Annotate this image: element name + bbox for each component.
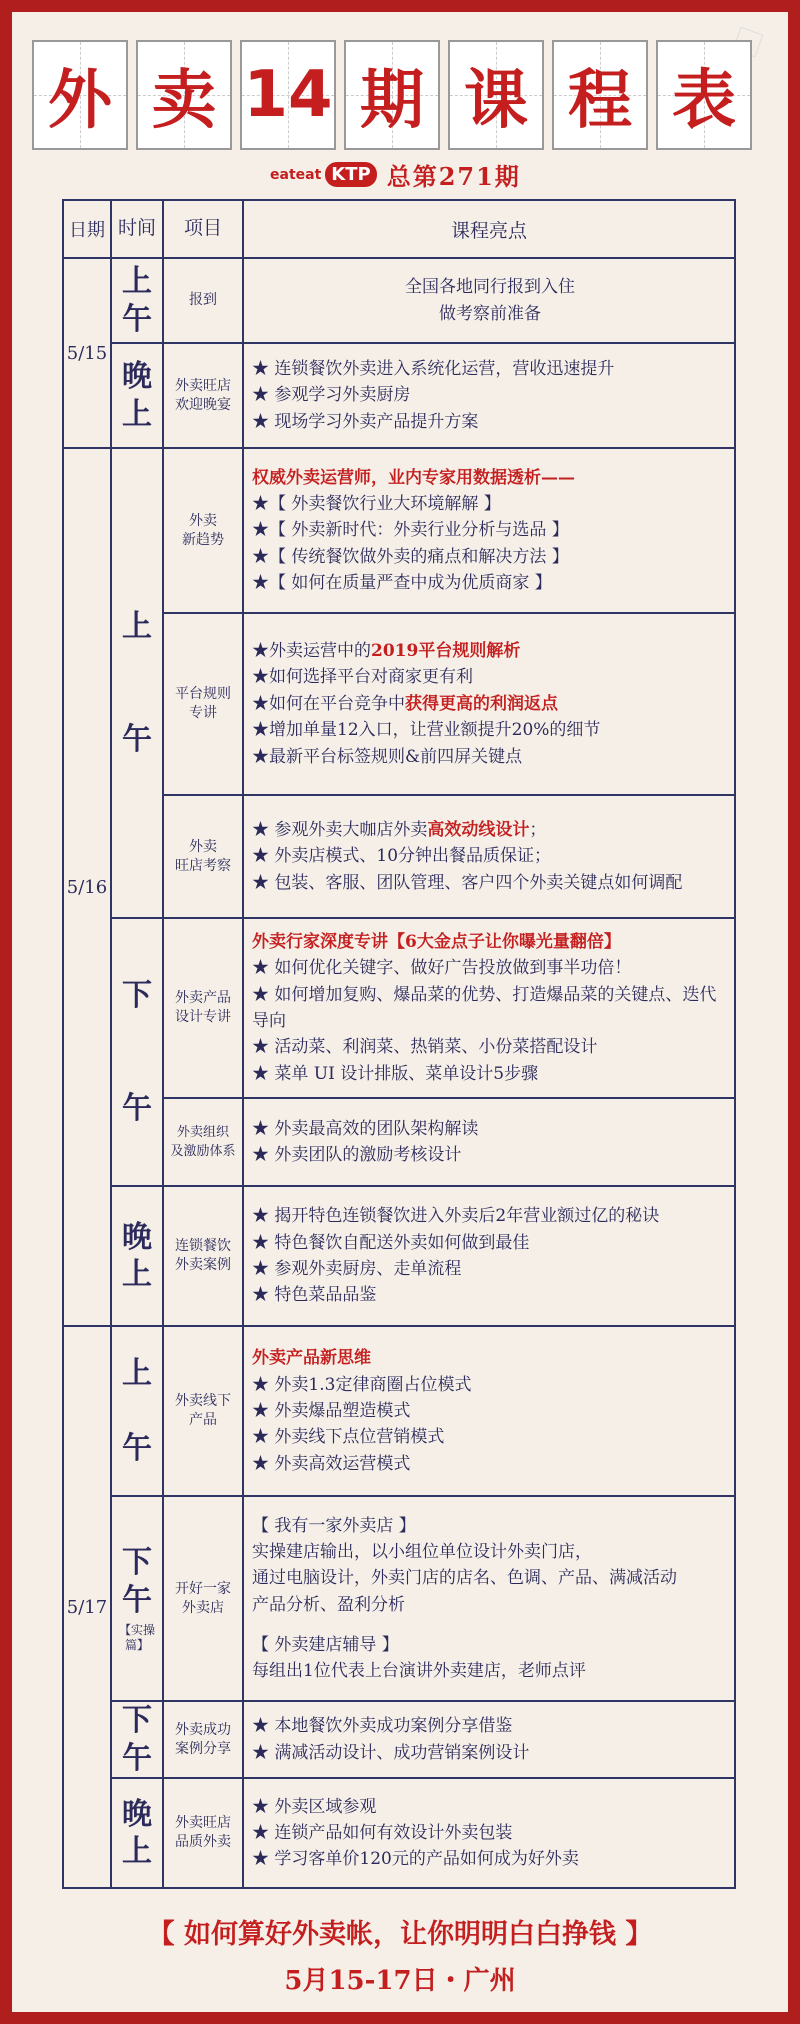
time-cell — [111, 1496, 163, 1701]
table-row — [63, 795, 735, 918]
title-cell — [344, 40, 440, 150]
table-row — [63, 1098, 735, 1186]
content-line: ★ 如何优化关键字、做好广告投放做到事半功倍！ — [252, 958, 632, 979]
eateat-logo: eateat — [270, 166, 322, 183]
table-row — [63, 258, 735, 343]
content-line: 【 外卖建店辅导 】 — [252, 1634, 399, 1655]
table-row — [63, 918, 735, 1098]
schedule-table — [62, 199, 736, 1889]
time-label: 晚 上 — [122, 1796, 152, 1870]
time-cell — [111, 258, 163, 343]
content-line: ★ 外卖爆品塑造模式 — [252, 1400, 411, 1421]
item-cell — [163, 1186, 243, 1326]
content-line: ★ 包装、客服、团队管理、客户四个外卖关键点如何调配 — [252, 872, 683, 893]
content-line: ★ 外卖店模式、10分钟出餐品质保证； — [252, 846, 552, 867]
title-char: 课 — [464, 64, 528, 138]
footer-slogan: 【 如何算好外卖帐，让你明明白白挣钱 】 — [147, 1919, 653, 1950]
item-cell — [163, 448, 243, 613]
content-line: 做考察前准备 — [439, 303, 541, 324]
item-label: 外卖 新趋势 — [182, 512, 224, 548]
time-label: 上 午 — [122, 264, 152, 337]
title-cell — [552, 40, 648, 150]
header-content: 课程亮点 — [243, 200, 735, 258]
content-line: 权威外卖运营师，业内专家用数据透析—— — [252, 467, 575, 488]
table-header — [63, 200, 735, 258]
time-cell — [111, 1326, 163, 1496]
content-line: ★ 外卖区域参观 — [252, 1796, 377, 1817]
title-cell — [240, 40, 336, 150]
item-label: 外卖旺店 品质外卖 — [175, 1815, 231, 1851]
table-row — [63, 1701, 735, 1778]
content-line: ★ 外卖最高效的团队架构解读 — [252, 1118, 479, 1139]
content-line: ★ 如何增加复购、爆品菜的优势、打造爆品菜的关键点、迭代导向 — [252, 984, 717, 1032]
content-line: ★【 如何在质量严查中成为优质商家 】 — [252, 573, 552, 594]
item-label: 报到 — [189, 292, 217, 309]
table-row — [63, 1186, 735, 1326]
page-title — [32, 40, 752, 150]
time-cell — [111, 1778, 163, 1888]
content-line: ★【 外卖新时代：外卖行业分析与选品 】 — [252, 520, 569, 541]
content-highlight: 高效动线设计 — [427, 819, 530, 840]
content-line: ★ 菜单 UI 设计排版、菜单设计5步骤 — [252, 1063, 539, 1084]
content-line: ★最新平台标签规则&前四屏关键点 — [252, 746, 523, 767]
period-row — [270, 157, 521, 192]
header-date: 日期 — [63, 200, 111, 258]
content-cell — [243, 1778, 735, 1888]
content-line: 全国各地同行报到入住 — [405, 277, 575, 298]
item-label: 开好一家 外卖店 — [175, 1580, 231, 1616]
content-line: 每组出1位代表上台演讲外卖建店，老师点评 — [252, 1661, 586, 1682]
content-cell — [243, 448, 735, 613]
content-line: ★【 传统餐饮做外卖的痛点和解决方法 】 — [252, 546, 569, 567]
content-line: 实操建店输出，以小组位单位设计外卖门店， — [252, 1541, 592, 1562]
content-line: ★ 外卖1.3定律商圈占位模式 — [252, 1374, 472, 1395]
item-label: 连锁餐饮 外卖案例 — [175, 1238, 231, 1274]
content-cell — [243, 1701, 735, 1778]
item-label: 外卖产品 设计专讲 — [175, 990, 231, 1026]
table-row — [63, 1326, 735, 1496]
item-cell — [163, 258, 243, 343]
item-label: 外卖旺店 欢迎晚宴 — [175, 377, 231, 413]
content-line: 产品分析、盈利分析 — [252, 1594, 405, 1615]
table-row — [63, 1778, 735, 1888]
item-cell — [163, 1701, 243, 1778]
content-line: ★增加单量12入口，让营业额提升20%的细节 — [252, 720, 601, 741]
content-highlight: 2019平台规则解析 — [371, 641, 521, 662]
content-text: ★ 参观外卖大咖店外卖 — [252, 819, 428, 840]
content-cell — [243, 258, 735, 343]
time-cell — [111, 918, 163, 1186]
item-cell — [163, 343, 243, 448]
content-line: ★ 外卖高效运营模式 — [252, 1453, 411, 1474]
content-cell — [243, 343, 735, 448]
title-cell — [448, 40, 544, 150]
table-row — [63, 1496, 735, 1701]
item-cell — [163, 613, 243, 795]
content-line — [252, 817, 728, 843]
content-line: ★ 外卖线下点位营销模式 — [252, 1427, 445, 1448]
item-label: 外卖线下 产品 — [175, 1393, 231, 1429]
time-note: 【实操篇】 — [118, 1623, 155, 1653]
date-cell: 5/17 — [63, 1326, 111, 1888]
time-label: 上 午 — [122, 609, 152, 757]
time-label: 晚 上 — [122, 1219, 152, 1293]
time-cell — [111, 1186, 163, 1326]
content-line: ★ 满减活动设计、成功营销案例设计 — [252, 1742, 530, 1763]
time-cell — [111, 448, 163, 918]
table-row — [63, 343, 735, 448]
date-cell: 5/15 — [63, 258, 111, 448]
content-cell — [243, 795, 735, 918]
period-label: 总第271期 — [386, 162, 521, 191]
title-char: 14 — [243, 58, 333, 132]
content-line — [252, 691, 728, 717]
content-spacer — [252, 1618, 728, 1632]
time-label: 下 午 — [122, 1545, 152, 1618]
content-line: ★ 外卖团队的激励考核设计 — [252, 1145, 462, 1166]
ktp-logo: KTP — [325, 162, 376, 187]
time-label: 下 午 — [122, 978, 152, 1126]
content-cell — [243, 1098, 735, 1186]
content-line: 通过电脑设计，外卖门店的店名、色调、产品、满减活动 — [252, 1568, 677, 1589]
content-line: 外卖产品新思维 — [252, 1348, 371, 1369]
item-cell — [163, 1098, 243, 1186]
item-label: 外卖成功 案例分享 — [175, 1721, 231, 1757]
title-char: 外 — [48, 64, 112, 138]
content-cell — [243, 1496, 735, 1701]
item-cell — [163, 1496, 243, 1701]
content-line: ★ 连锁餐饮外卖进入系统化运营，营收迅速提升 — [252, 358, 615, 379]
title-cell — [656, 40, 752, 150]
content-line: ★ 参观外卖厨房、走单流程 — [252, 1259, 462, 1280]
content-line — [252, 638, 728, 664]
item-cell — [163, 1326, 243, 1496]
table-row — [63, 448, 735, 613]
title-char: 卖 — [152, 64, 216, 138]
item-cell — [163, 795, 243, 918]
time-label: 晚 上 — [122, 359, 152, 432]
content-line: ★如何选择平台对商家更有利 — [252, 667, 473, 688]
time-label: 下 午 — [122, 1703, 152, 1776]
title-cell — [32, 40, 128, 150]
title-char: 程 — [568, 64, 632, 138]
time-label: 上 午 — [122, 1355, 152, 1466]
footer-date: 5月15-17日・广州 — [284, 1966, 516, 1996]
content-text: ★如何在平台竞争中 — [252, 693, 405, 714]
header-time: 时间 — [111, 200, 163, 258]
item-cell — [163, 918, 243, 1098]
content-line: ★ 特色餐饮自配送外卖如何做到最佳 — [252, 1232, 530, 1253]
item-label: 平台规则 专讲 — [175, 686, 231, 721]
content-cell — [243, 1326, 735, 1496]
time-cell — [111, 1701, 163, 1778]
content-line: ★ 学习客单价120元的产品如何成为好外卖 — [252, 1849, 579, 1870]
brand-logo — [270, 162, 377, 187]
content-highlight: 获得更高的利润返点 — [405, 693, 558, 714]
content-cell — [243, 1186, 735, 1326]
title-cell — [136, 40, 232, 150]
item-cell — [163, 1778, 243, 1888]
item-label: 外卖组织 及激励体系 — [170, 1125, 236, 1160]
content-cell — [243, 613, 735, 795]
table-row — [63, 613, 735, 795]
item-label: 外卖 旺店考察 — [175, 838, 231, 874]
content-line: ★ 特色菜品品鉴 — [252, 1285, 377, 1306]
title-char: 期 — [360, 64, 424, 138]
date-cell: 5/16 — [63, 448, 111, 1326]
content-line: ★ 参观学习外卖厨房 — [252, 385, 411, 406]
content-line: ★ 连锁产品如何有效设计外卖包装 — [252, 1822, 513, 1843]
content-line: ★ 揭开特色连锁餐饮进入外卖后2年营业额过亿的秘诀 — [252, 1206, 660, 1227]
time-cell — [111, 343, 163, 448]
title-char: 表 — [672, 64, 736, 138]
content-text: ★外卖运营中的 — [252, 641, 371, 662]
content-line: ★ 现场学习外卖产品提升方案 — [252, 411, 479, 432]
header-item: 项目 — [163, 200, 243, 258]
content-cell — [243, 918, 735, 1098]
content-line: ★ 活动菜、利润菜、热销菜、小份菜搭配设计 — [252, 1037, 598, 1058]
content-line: ★ 本地餐饮外卖成功案例分享借鉴 — [252, 1716, 513, 1737]
content-line: 【 我有一家外卖店 】 — [252, 1515, 416, 1536]
content-line: ★【 外卖餐饮行业大环境解解 】 — [252, 493, 501, 514]
content-text: ； — [529, 819, 547, 840]
content-line: 外卖行家深度专讲【6大金点子让你曝光量翻倍】 — [252, 932, 621, 952]
